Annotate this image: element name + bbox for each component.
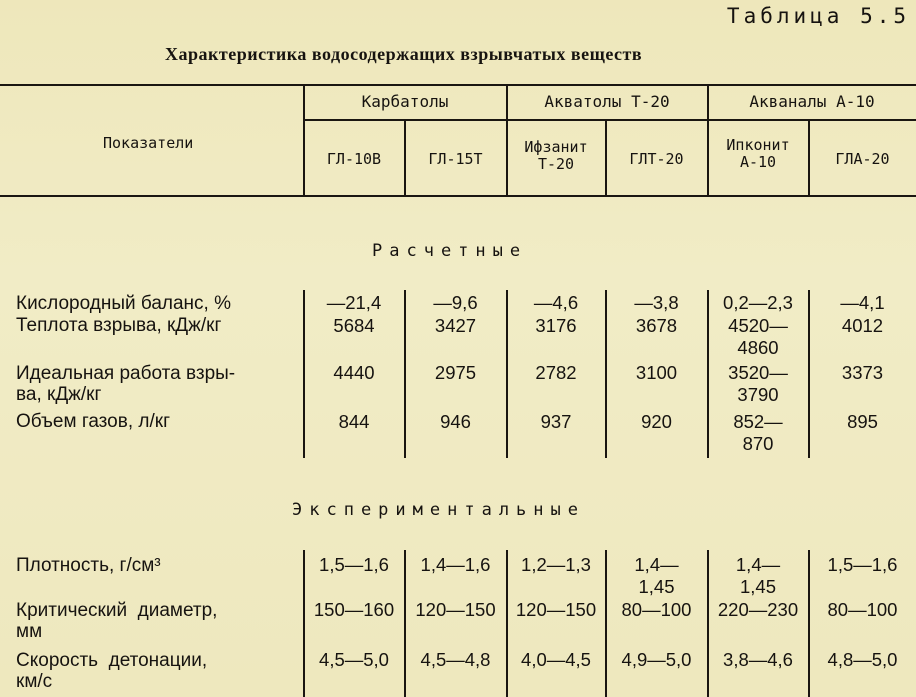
group-header-akvatoly: Акватолы Т-20 <box>544 92 670 111</box>
cell: 3520— 3790 <box>728 362 788 405</box>
cell: —3,8 <box>634 292 679 313</box>
group-rule <box>304 119 916 121</box>
cell: 80—100 <box>621 599 692 620</box>
cell: 4,5—5,0 <box>319 649 389 670</box>
column-header-gla20: ГЛА-20 <box>835 150 890 168</box>
cell: 220—230 <box>717 599 799 620</box>
cell: 946 <box>440 411 471 432</box>
column-header-gl10v: ГЛ-10В <box>326 150 382 168</box>
cell: —4,6 <box>533 292 579 313</box>
column-header-ipkonit: Ипконит А-10 <box>726 136 790 171</box>
indicator-header: Показатели <box>103 134 194 152</box>
cell: 852— 870 <box>733 411 783 454</box>
cell: 4,8—5,0 <box>827 649 898 670</box>
header-top-rule <box>0 84 916 86</box>
cell: 0,2—2,3 <box>723 292 793 313</box>
group-header-karbatoly: Карбатолы <box>361 92 449 111</box>
cell: 937 <box>540 411 572 432</box>
cell: 1,4— 1,45 <box>735 554 781 597</box>
table-number: Таблица 5.5 <box>726 4 910 28</box>
cell: 4520— 4860 <box>728 315 788 358</box>
cell: 4012 <box>841 315 884 336</box>
cell: 80—100 <box>827 599 898 620</box>
cell: 3373 <box>841 362 884 383</box>
cell: 1,5—1,6 <box>319 554 389 575</box>
cell: —4,1 <box>840 292 885 313</box>
cell: 120—150 <box>515 599 597 620</box>
cell: 4440 <box>333 362 375 383</box>
cell: 4,5—4,8 <box>420 649 491 670</box>
cell: 2975 <box>434 362 477 383</box>
cell: 1,5—1,6 <box>827 554 898 575</box>
cell: 844 <box>338 411 370 432</box>
group-header-akvanaly: Акваналы А-10 <box>749 92 875 111</box>
section-title-calculated: Расчетные <box>372 241 528 261</box>
row-label-detonation-velocity: Скорость детонации, км/с <box>16 650 208 692</box>
cell: 3678 <box>635 315 678 336</box>
row-label-oxygen-balance: Кислородный баланс, % <box>16 293 232 314</box>
cell: 2782 <box>535 362 577 383</box>
cell: 3176 <box>535 315 577 336</box>
row-label-critical-diameter: Критический диаметр, мм <box>16 600 218 642</box>
cell: 1,4— 1,45 <box>634 554 679 597</box>
cell: 920 <box>641 411 672 432</box>
cell: 1,4—1,6 <box>420 554 491 575</box>
cell: 5684 <box>333 315 375 336</box>
cell: 1,2—1,3 <box>521 554 591 575</box>
header-bottom-rule <box>0 195 916 197</box>
cell: —21,4 <box>326 292 382 313</box>
column-header-ifzanit: Ифзанит Т-20 <box>524 138 588 173</box>
cell: 3100 <box>635 362 678 383</box>
row-label-gas-volume: Объем газов, л/кг <box>16 411 171 432</box>
column-header-glt20: ГЛТ-20 <box>629 150 684 168</box>
row-label-explosion-heat: Теплота взрыва, кДж/кг <box>16 315 222 336</box>
cell: 4,9—5,0 <box>621 649 692 670</box>
table-title: Характеристика водосодержащих взрывчатых веществ <box>165 44 643 64</box>
cell: 3,8—4,6 <box>723 649 793 670</box>
section-title-experimental: Экспериментальные <box>292 500 585 520</box>
column-header-gl15t: ГЛ-15Т <box>428 150 483 168</box>
cell: 120—150 <box>415 599 496 620</box>
row-label-ideal-work: Идеальная работа взры- ва, кДж/кг <box>16 363 236 405</box>
cell: —9,6 <box>433 292 478 313</box>
cell: 4,0—4,5 <box>521 649 591 670</box>
row-label-density: Плотность, г/см³ <box>16 555 161 576</box>
cell: 895 <box>847 411 878 432</box>
cell: 3427 <box>434 315 477 336</box>
cell: 150—160 <box>313 599 395 620</box>
